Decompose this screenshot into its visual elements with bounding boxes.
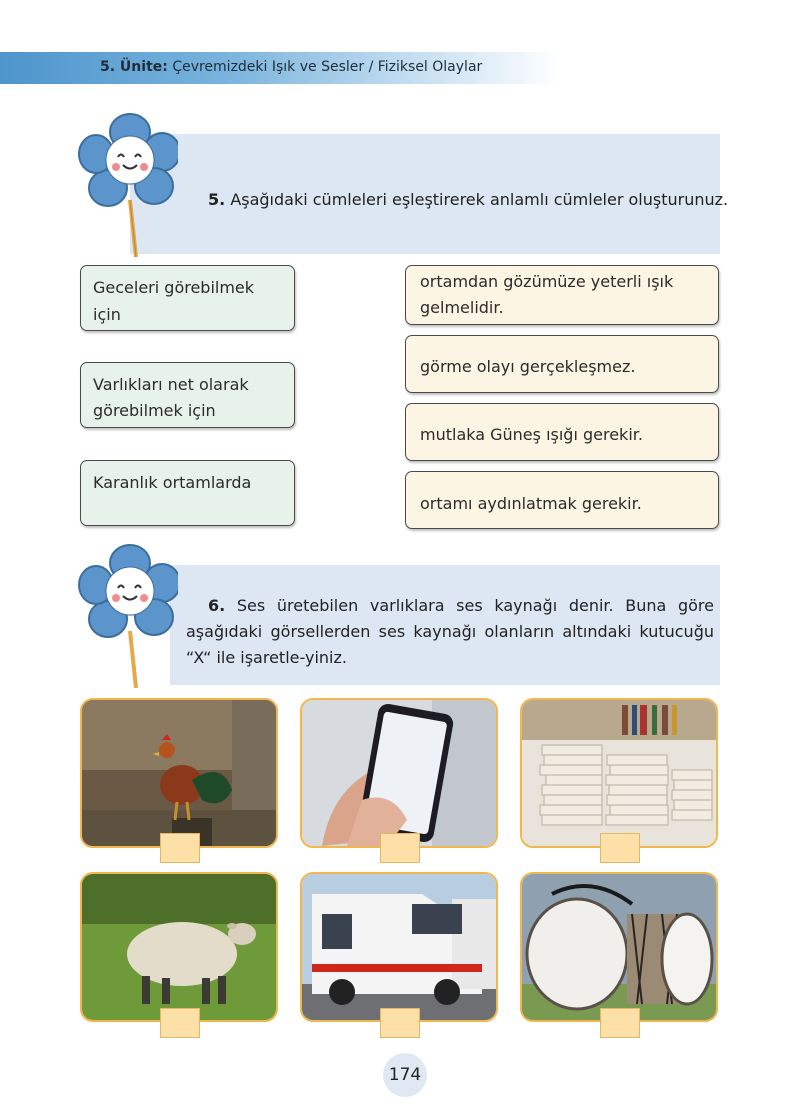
right-item-text: ortamı aydınlatmak gerekir. (420, 494, 642, 513)
smartphone-image (300, 698, 498, 848)
question-6-instruction: Ses üretebilen varlıklara ses kaynağı denir. Buna göre aşağıdaki görsellerden ses kaynağı olanların altındaki kutucuğu “X“ ile işaretle-yiniz. (186, 596, 714, 667)
right-item-text: mutlaka Güneş ışığı gerekir. (420, 425, 643, 444)
unit-label: 5. Ünite: (100, 59, 168, 75)
answer-checkbox-rooster[interactable] (160, 833, 200, 863)
unit-header-text (100, 59, 482, 75)
question-5-number: 5. (208, 190, 226, 209)
right-item-text: görme olayı gerçekleşmez. (420, 357, 636, 376)
ambulance-image (300, 872, 498, 1022)
right-item-4[interactable] (405, 471, 719, 529)
answer-checkbox-books[interactable] (600, 833, 640, 863)
answer-checkbox-smartphone[interactable] (380, 833, 420, 863)
right-item-text: ortamdan gözümüze yeterli ışık gelmelidir. (420, 272, 674, 317)
flower-mascot-icon (78, 543, 178, 688)
page-number: 174 (383, 1053, 427, 1097)
left-item-text: Varlıkları net olarak görebilmek için (93, 375, 249, 420)
right-item-2[interactable] (405, 335, 719, 393)
question-6-number: 6. (208, 596, 226, 615)
answer-checkbox-drum[interactable] (600, 1008, 640, 1038)
question-6-text (186, 593, 714, 671)
left-item-2[interactable] (80, 362, 295, 428)
right-item-3[interactable] (405, 403, 719, 461)
unit-title: Çevremizdeki Işık ve Sesler / Fiziksel Olaylar (172, 59, 483, 75)
answer-checkbox-sheep[interactable] (160, 1008, 200, 1038)
answer-checkbox-ambulance[interactable] (380, 1008, 420, 1038)
question-5-text (208, 187, 729, 213)
right-item-1[interactable] (405, 265, 719, 325)
question-5-instruction: Aşağıdaki cümleleri eşleştirerek anlamlı cümleler oluşturunuz. (230, 190, 729, 209)
left-item-1[interactable] (80, 265, 295, 331)
drum-image (520, 872, 718, 1022)
left-item-text: Karanlık ortamlarda (93, 473, 252, 492)
unit-header (0, 52, 560, 84)
sheep-image (80, 872, 278, 1022)
left-item-3[interactable] (80, 460, 295, 526)
left-item-text: Geceleri görebilmek için (93, 278, 255, 324)
books-image (520, 698, 718, 848)
rooster-image (80, 698, 278, 848)
flower-mascot-icon (78, 112, 178, 257)
